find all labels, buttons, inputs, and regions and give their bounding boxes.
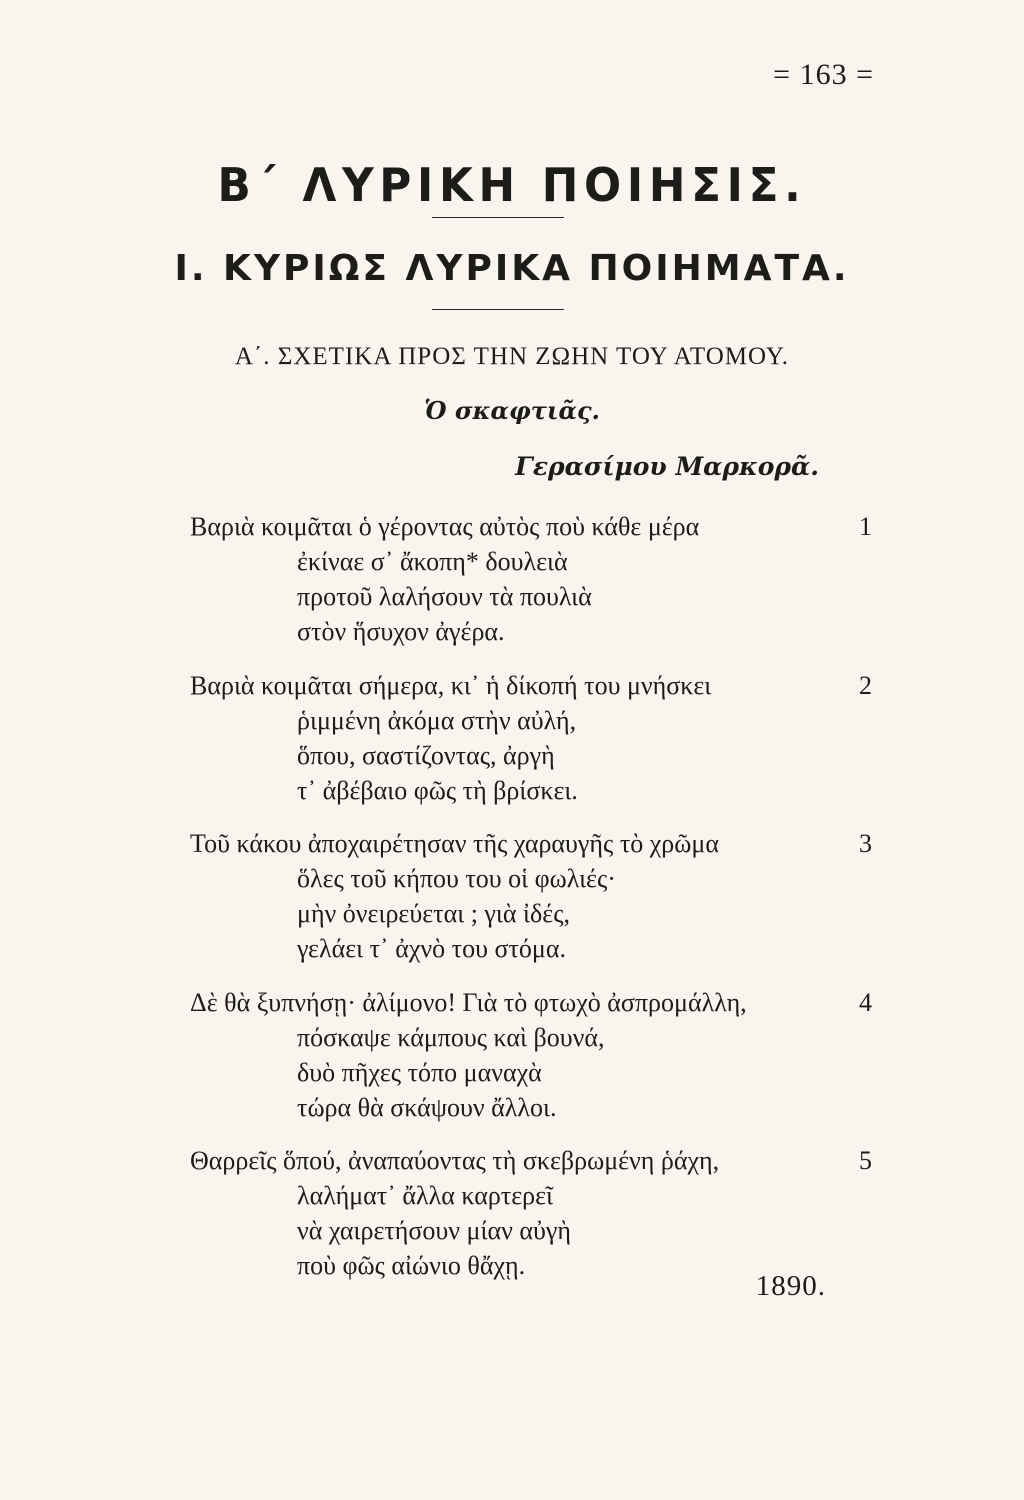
poem-line: λαλήματ᾽ ἄλλα καρτερεῖ	[297, 1181, 554, 1210]
poem-line: ὅλες τοῦ κήπου του οἱ φωλιές·	[297, 864, 616, 893]
stanza-number: 5	[859, 1146, 872, 1175]
poem-line: πόσκαψε κάμπους καὶ βουνά,	[297, 1023, 605, 1052]
poem-line: στὸν ἥσυχον ἀγέρα.	[297, 617, 505, 646]
poem-line: Τοῦ κάκου ἀποχαιρέτησαν τῆς χαραυγῆς τὸ χρῶμα	[190, 829, 719, 858]
poem-line: Βαριὰ κοιμᾶται ὁ γέροντας αὐτὸς ποὺ κάθε μέρα	[190, 512, 700, 541]
stanza-number: 2	[859, 671, 872, 700]
poem-line: ἐκίναε σ᾽ ἄκοπη* δουλειὰ	[297, 547, 568, 576]
poem-line: γελάει τ᾽ ἀχνὸ του στόμα.	[297, 934, 566, 963]
divider-rule	[432, 309, 564, 310]
poem-line: τώρα θὰ σκάψουν ἄλλοι.	[297, 1093, 557, 1122]
stanza-number: 1	[859, 512, 872, 541]
poem-line: ποὺ φῶς αἰώνιο θἄχῃ.	[297, 1251, 526, 1280]
subsection-title: Ι. ΚΥΡΙΩΣ ΛΥΡΙΚΑ ΠΟΙΗΜΑΤΑ.	[174, 248, 850, 289]
poem-line: μὴν ὀνειρεύεται ; γιὰ ἰδές,	[297, 899, 570, 928]
stanza	[190, 826, 880, 966]
section-title: Β΄ ΛΥΡΙΚΗ ΠΟΙΗΣΙΣ.	[217, 158, 807, 212]
poem-line: νὰ χαιρετήσουν μίαν αὐγὴ	[297, 1216, 571, 1245]
poem-line: Βαριὰ κοιμᾶται σήμερα, κι᾽ ἡ δίκοπή του μνήσκει	[190, 671, 712, 700]
poem-line: Θαρρεῖς ὅπού, ἀναπαύοντας τὴ σκεβρωμένη ῥάχη,	[190, 1146, 720, 1175]
stanza	[190, 668, 880, 808]
poem-line: ῥιμμένη ἀκόμα στὴν αὐλή,	[297, 706, 577, 735]
stanza	[190, 1143, 880, 1283]
poem-author: Γερασίμου Μαρκορᾶ.	[515, 452, 819, 481]
page-number: = 163 =	[773, 58, 874, 91]
poem-line: προτοῦ λαλήσουν τὰ πουλιὰ	[297, 582, 592, 611]
divider-rule	[432, 217, 564, 218]
poem-title: Ὁ σκαφτιᾶς.	[424, 396, 600, 425]
stanza	[190, 985, 880, 1125]
poem-line: τ᾽ ἀβέβαιο φῶς τὴ βρίσκει.	[297, 776, 578, 805]
poem-year: 1890.	[755, 1270, 826, 1302]
stanza-number: 4	[859, 988, 872, 1017]
category-heading: Α΄. ΣΧΕΤΙΚΑ ΠΡΟΣ ΤΗΝ ΖΩΗΝ ΤΟΥ ΑΤΟΜΟΥ.	[234, 343, 790, 370]
poem-line: Δὲ θὰ ξυπνήσῃ· ἀλίμονο! Γιὰ τὸ φτωχὸ ἀσπρομάλλη,	[190, 988, 747, 1017]
poem-line: ὅπου, σαστίζοντας, ἀργὴ	[297, 741, 555, 770]
stanza	[190, 509, 880, 649]
poem-line: δυὸ πῆχες τόπο μαναχὰ	[297, 1058, 542, 1087]
stanza-number: 3	[859, 829, 872, 858]
